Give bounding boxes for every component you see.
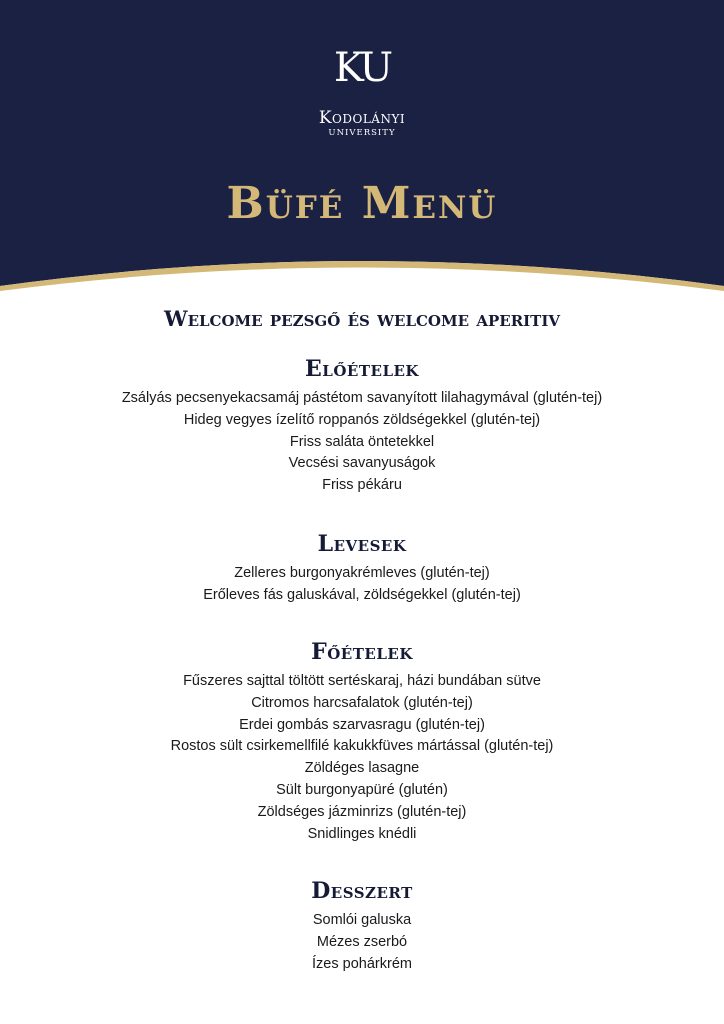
section-heading: Főételek [311,639,413,665]
section-soups [0,529,724,607]
section-mains [0,637,724,845]
menu-item: Hideg vegyes ízelítő roppanós zöldségekkel (glutén-tej) [183,411,541,428]
logo-name: Kodolányi [318,108,406,128]
menu-item: Friss saláta öntetekkel [289,433,435,450]
menu-item: Erdei gombás szarvasragu (glutén-tej) [239,716,485,733]
menu-list [0,388,724,497]
section-heading: Levesek [317,531,407,557]
section-heading: Desszert [311,878,413,904]
menu-item: Zöldséges jázminrizs (glutén-tej) [257,803,467,820]
welcome-heading: Welcome pezsgő és welcome aperitiv [163,306,560,331]
section-heading: Előételek [305,356,419,382]
menu-item: Fűszeres sajttal töltött sertéskaraj, házi bundában sütve [183,673,541,689]
header-banner [0,0,724,300]
menu-item: Vecsési savanyuságok [288,455,436,472]
logo-subtitle: UNIVERSITY [328,128,396,138]
logo-mark: KU [333,45,391,91]
menu-item: Friss pékáru [322,477,402,494]
menu-item: Rostos sült csirkemellfilé kakukkfüves mártással (glutén-tej) [170,738,554,755]
menu-item: Zöldéges lasagne [304,760,420,777]
menu-item: Mézes zserbó [316,933,408,950]
menu-item: Ízes pohárkrém [312,955,412,972]
section-starters [0,354,724,497]
menu-list [0,671,724,845]
section-dessert [0,876,724,975]
menu-item: Zsályás pecsenyekacsamáj pástétom savanyított lilahagymával (glutén-tej) [121,390,603,406]
menu-item: Somlói galuska [312,912,412,928]
menu-item: Citromos harcsafalatok (glutén-tej) [251,694,473,711]
menu-list [0,910,724,975]
menu-item: Zelleres burgonyakrémleves (glutén-tej) [234,565,490,581]
page-title: Büfé Menü [226,178,498,229]
menu-item: Snidlinges knédli [307,825,417,842]
menu-item: Sült burgonyapüré (glutén) [276,781,448,798]
menu-list [0,563,724,607]
menu-item: Erőleves fás galuskával, zöldségekkel (glutén-tej) [203,586,521,603]
